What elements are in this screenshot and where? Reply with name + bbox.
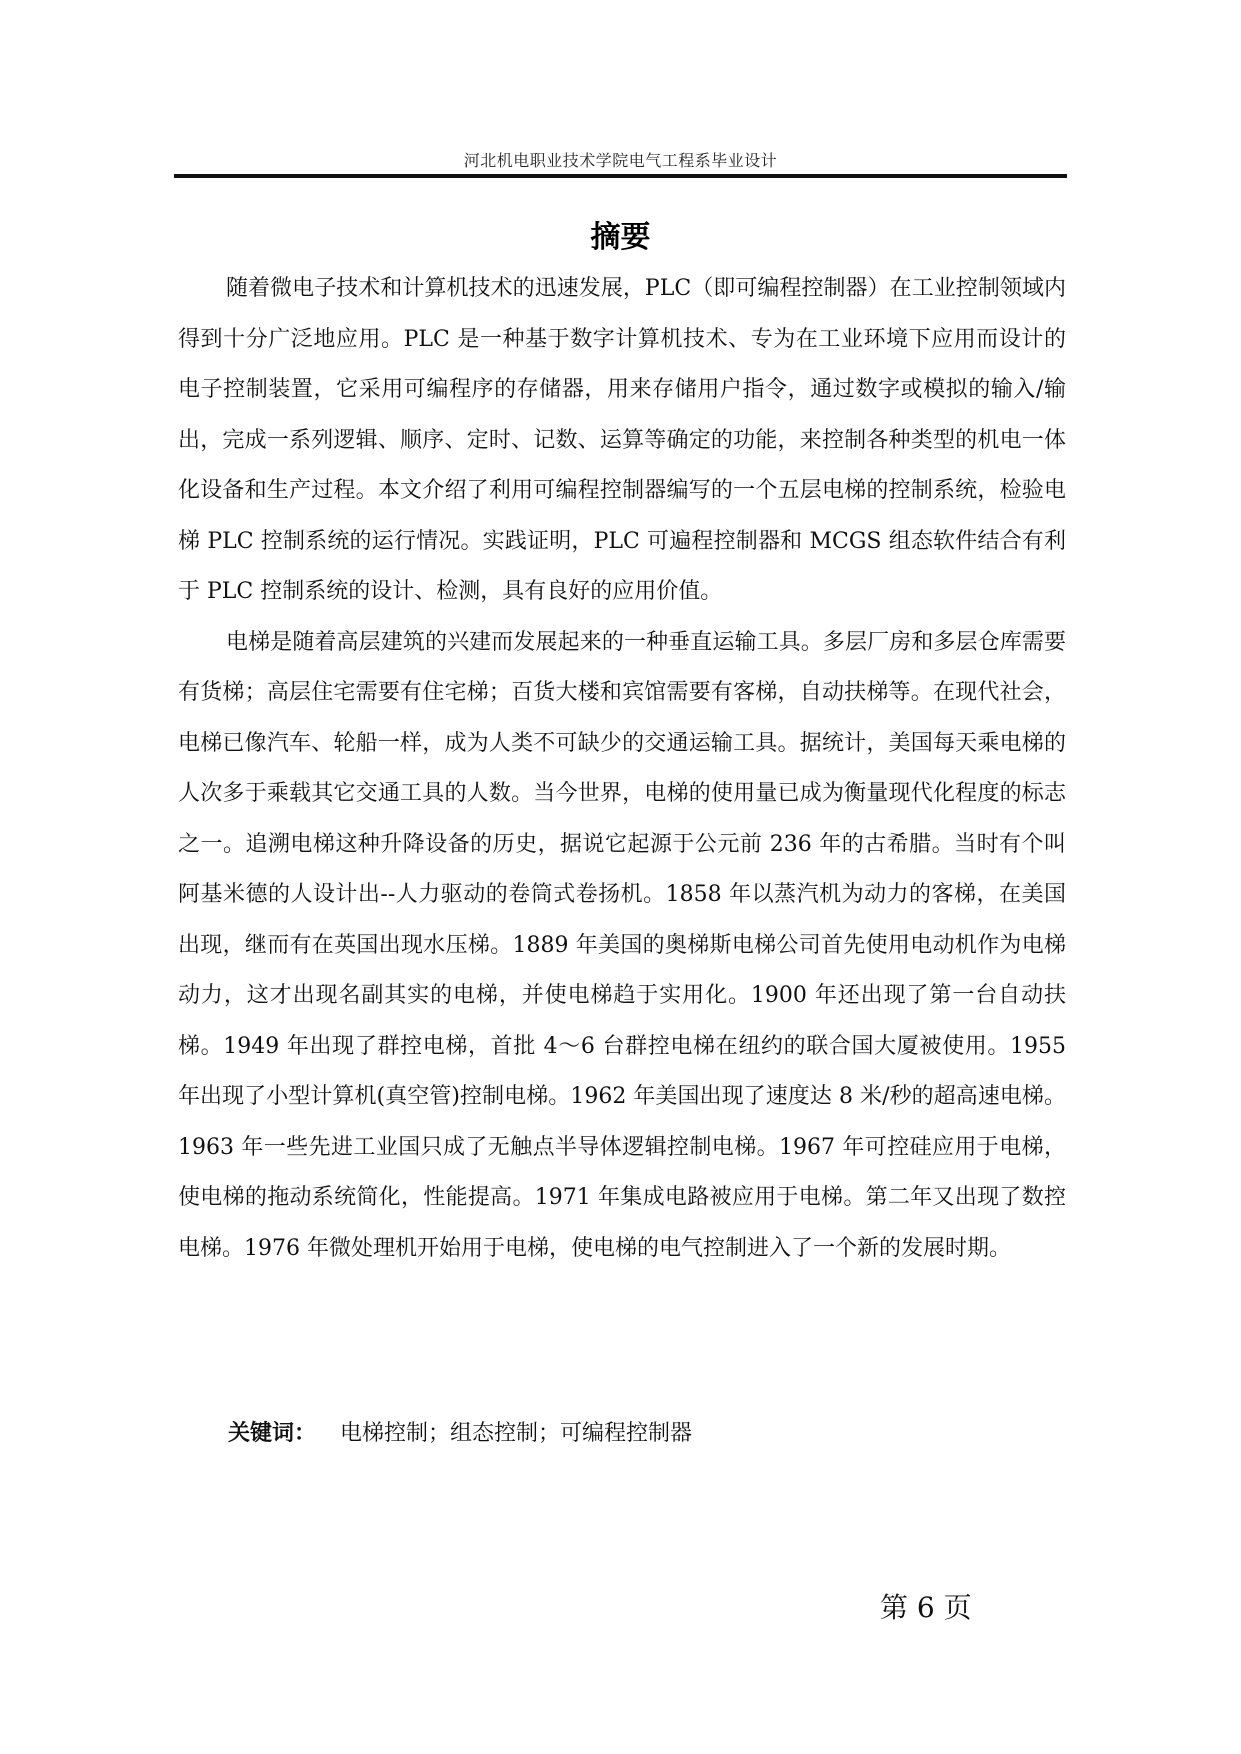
header-rule: [174, 174, 1067, 178]
keywords-value: 电梯控制；组态控制；可编程控制器: [340, 1421, 693, 1446]
page-number: 第 6 页: [880, 1591, 972, 1624]
abstract-paragraph-2: 电梯是随着高层建筑的兴建而发展起来的一种垂直运输工具。多层厂房和多层仓库需要有货梯；高层住宅需要有住宅梯；百货大楼和宾馆需要有客梯，自动扶梯等。在现代社会，电梯已像汽车、轮船一样，成为人类不可缺少的交通运输工具。据统计，美国每天乘电梯的人次多于乘载其它交通工具的人数。当今世界，电梯的使用量已成为衡量现代化程度的标志之一。追溯电梯这种升降设备的历史，据说它起源于公元前 236 年的古希腊。当时有个叫阿基米德的人设计出--人力驱动的卷筒式卷扬机。1858 年以蒸汽机为动力的客梯，在美国出现，继而有在英国出现水压梯。1889 年美国的奥梯斯电梯公司首先使用电动机作为电梯动力，这才出现名副其实的电梯，并使电梯趋于实用化。1900 年还出现了第一台自动扶梯。1949 年出现了群控电梯，首批 4～6 台群控电梯在纽约的联合国大厦被使用。1955 年出现了小型计算机(真空管)控制电梯。1962 年美国出现了速度达 8 米/秒的超高速电梯。1963 年一些先进工业国只成了无触点半导体逻辑控制电梯。1967 年可控硅应用于电梯，使电梯的拖动系统简化，性能提高。1971 年集成电路被应用于电梯。第二年又出现了数控电梯。1976 年微处理机开始用于电梯，使电梯的电气控制进入了一个新的发展时期。: [178, 629, 1066, 1261]
running-header: 河北机电职业技术学院电气工程系毕业设计: [463, 151, 778, 170]
page-title: 摘要: [590, 220, 651, 256]
abstract-body: [178, 264, 1066, 1274]
keywords-line: [228, 1414, 692, 1454]
keywords-label: 关键词：: [228, 1421, 317, 1446]
abstract-paragraph-1: 随着微电子技术和计算机技术的迅速发展，PLC（即可编程控制器）在工业控制领域内得到十分广泛地应用。PLC 是一种基于数字计算机技术、专为在工业环境下应用而设计的电子控制装置，它采用可编程序的存储器，用来存储用户指令，通过数字或模拟的输入/输出，完成一系列逻辑、顺序、定时、记数、运算等确定的功能，来控制各种类型的机电一体化设备和生产过程。本文介绍了利用可编程控制器编写的一个五层电梯的控制系统，检验电梯 PLC 控制系统的运行情况。实践证明，PLC 可遍程控制器和 MCGS 组态软件结合有利于 PLC 控制系统的设计、检测，具有良好的应用价值。: [178, 276, 1066, 604]
